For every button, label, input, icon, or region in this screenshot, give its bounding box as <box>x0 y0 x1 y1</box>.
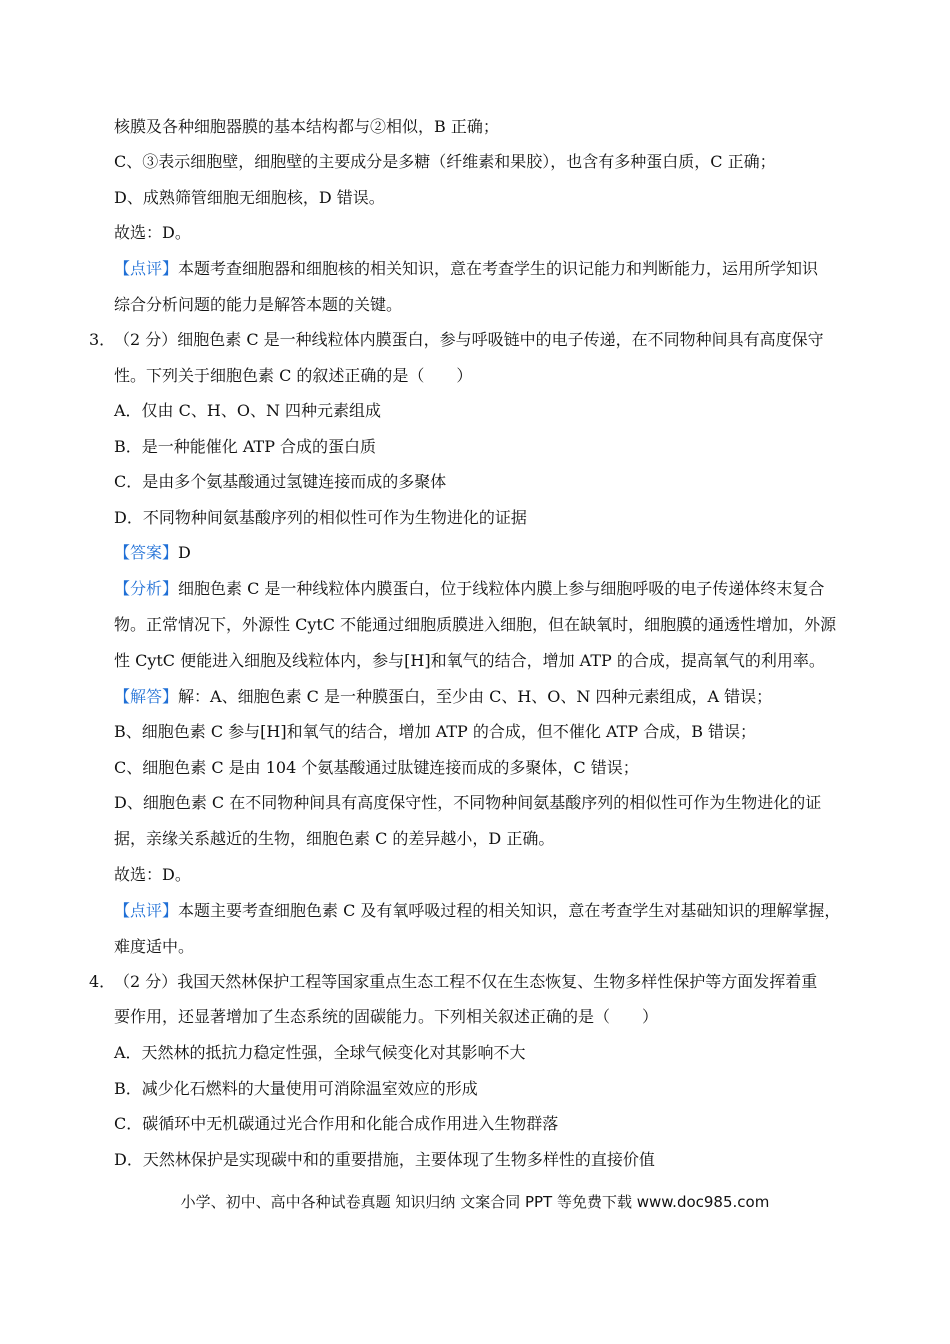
option-b: B．减少化石燃料的大量使用可消除温室效应的形成 <box>114 1079 478 1098</box>
comment-tag: 【点评】 <box>114 259 179 278</box>
question-stem-cont: 要作用，还显著增加了生态系统的固碳能力。下列相关叙述正确的是（ ） <box>114 1007 659 1026</box>
question-number: 4． <box>89 972 116 991</box>
analysis <box>114 578 824 600</box>
option-b: B．是一种能催化 ATP 合成的蛋白质 <box>114 437 377 456</box>
option-c: C．碳循环中无机碳通过光合作用和化能合成作用进入生物群落 <box>114 1114 559 1133</box>
prev-explanation-line: 核膜及各种细胞器膜的基本结构都与②相似，B 正确； <box>114 117 499 136</box>
comment-cont: 难度适中。 <box>114 937 195 956</box>
solution <box>114 686 772 708</box>
solution-cont: C、细胞色素 C 是由 104 个氨基酸通过肽键连接而成的多聚体，C 错误； <box>114 758 639 777</box>
comment-text: 本题主要考查细胞色素 C 及有氧呼吸过程的相关知识，意在考查学生对基础知识的理解掌握， <box>178 901 841 920</box>
answer-tag: 【答案】 <box>114 543 179 562</box>
question-number: 3． <box>89 330 116 349</box>
question-stem: （2 分）细胞色素 C 是一种线粒体内膜蛋白，参与呼吸链中的电子传递，在不同物种间具有高度保守 <box>114 330 824 349</box>
choice: 故选：D。 <box>114 865 191 884</box>
solution-cont: 据，亲缘关系越近的生物，细胞色素 C 的差异越小，D 正确。 <box>114 829 555 848</box>
prev-comment-cont: 综合分析问题的能力是解答本题的关键。 <box>114 295 403 314</box>
page-footer: 小学、初中、高中各种试卷真题 知识归纳 文案合同 PPT 等免费下载 www.doc985.com <box>180 1193 770 1211</box>
analysis-text: 细胞色素 C 是一种线粒体内膜蛋白，位于线粒体内膜上参与细胞呼吸的电子传递体终末复合 <box>178 579 825 598</box>
option-d: D．不同物种间氨基酸序列的相似性可作为生物进化的证据 <box>114 508 527 527</box>
prev-explanation-line: C、③表示细胞壁，细胞壁的主要成分是多糖（纤维素和果胶），也含有多种蛋白质，C 正确； <box>114 152 776 171</box>
option-a: A．仅由 C、H、O、N 四种元素组成 <box>114 401 382 420</box>
comment-tag: 【点评】 <box>114 901 179 920</box>
question-stem-cont: 性。下列关于细胞色素 C 的叙述正确的是（ ） <box>114 366 473 385</box>
solution-tag: 【解答】 <box>114 687 179 706</box>
option-c: C．是由多个氨基酸通过氢键连接而成的多聚体 <box>114 472 447 491</box>
option-d: D．天然林保护是实现碳中和的重要措施，主要体现了生物多样性的直接价值 <box>114 1150 655 1169</box>
solution-cont: B、细胞色素 C 参与[H]和氧气的结合，增加 ATP 的合成，但不催化 ATP 合成，B 错误； <box>114 722 757 741</box>
answer <box>114 542 191 564</box>
analysis-tag: 【分析】 <box>114 579 179 598</box>
comment-text: 本题考查细胞器和细胞核的相关知识，意在考查学生的识记能力和判断能力，运用所学知识 <box>178 259 819 278</box>
analysis-cont: 物。正常情况下，外源性 CytC 不能通过细胞质膜进入细胞，但在缺氧时，细胞膜的通透性增加，外源 <box>114 615 837 634</box>
solution-text: 解：A、细胞色素 C 是一种膜蛋白，至少由 C、H、O、N 四种元素组成，A 错误； <box>178 687 773 706</box>
solution-cont: D、细胞色素 C 在不同物种间具有高度保守性，不同物种间氨基酸序列的相似性可作为生物进化的证 <box>114 793 822 812</box>
comment <box>114 900 840 922</box>
prev-explanation-line: D、成熟筛管细胞无细胞核，D 错误。 <box>114 188 385 207</box>
analysis-cont: 性 CytC 便能进入细胞及线粒体内，参与[H]和氧气的结合，增加 ATP 的合成，提高氧气的利用率。 <box>114 651 825 670</box>
prev-comment <box>114 258 818 280</box>
answer-value: D <box>178 543 191 562</box>
question-stem: （2 分）我国天然林保护工程等国家重点生态工程不仅在生态恢复、生物多样性保护等方面发挥着重 <box>114 972 818 991</box>
prev-choice: 故选：D。 <box>114 223 191 242</box>
option-a: A．天然林的抵抗力稳定性强，全球气候变化对其影响不大 <box>114 1043 526 1062</box>
